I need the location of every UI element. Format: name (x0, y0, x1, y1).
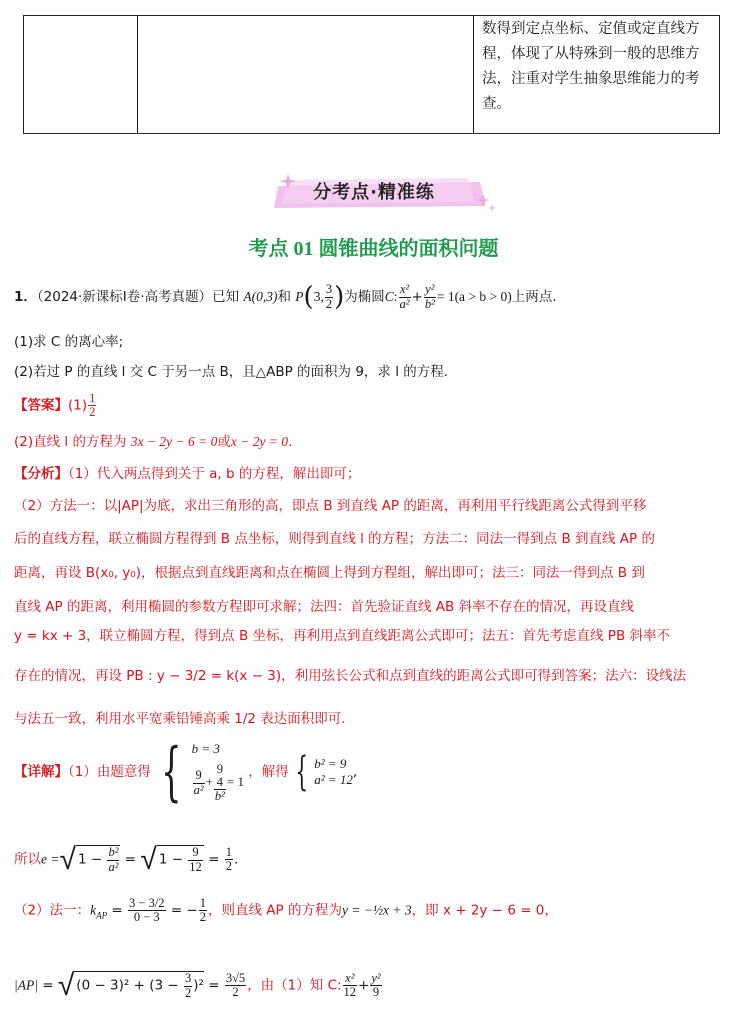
system-1-top: b = 3 (191, 740, 220, 756)
method-1-end: ，即 x + 2y − 6 = 0， (411, 902, 558, 919)
answer-label: 【答案】 (14, 397, 68, 414)
analysis-line-5: 直线 AP 的距离，利用椭圆的参数方程即可求解；法四：首先验证直线 AB 斜率不存在的情况，再设直线 (14, 599, 635, 615)
part-1: (1)求 C 的离心率; (14, 334, 124, 350)
curve-c: C (384, 289, 394, 304)
answer-line-2 (14, 430, 292, 450)
table-line-2: 程，体现了从特殊到一般的思维方 (482, 46, 700, 62)
table-line-4: 查。 (482, 96, 511, 112)
eccentricity-line: 所以e =√ 1 − $\frac{\text{b²}}{\text{a²}}$ = √ 1 − $\frac{9}{12}$ = $\frac{1}{2}$ . (14, 842, 239, 877)
system-2-top: b² = 9 (314, 756, 347, 771)
table-line-3: 法，注重对学生抽象思维能力的考 (482, 71, 700, 87)
answer-part1: (1) (68, 397, 88, 414)
method-1-mid: ，则直线 AP 的方程为 (208, 902, 342, 919)
analysis-line-3: 后的直线方程，联立椭圆方程得到 B 点坐标，则得到直线 l 的方程；方法二：同法一得到点 B 到直线 AP 的 (14, 531, 655, 547)
method-1-prefix: （2）法一： (14, 902, 91, 919)
question-1: 1．（2024·新课标Ⅰ卷·高考真题）已知 A(0,3)和 P(3, $\frac{3}{2}$ )为椭圆C: $\frac{\text{x²}}{\text{a²}}$ + $\frac{\text{y²}}{\text{b²}}$ = 1(a > b > 0)上两点. (14, 282, 557, 312)
table-cell-text (482, 17, 714, 117)
ap-value: $\frac{3√5}{2}$ (225, 970, 246, 999)
ellipse-condition: = 1(a > b > 0) (436, 289, 512, 304)
question-number: 1． (14, 289, 37, 305)
topic-title: 考点 01 圆锥曲线的面积问题 (248, 238, 499, 260)
answer-line-1: 【答案】(1) $\frac{1}{2}$ (14, 391, 96, 420)
point-p: P (295, 289, 304, 304)
ap-length-line: |AP| = √ (0 − 3)² + (3 − $\frac{3}{2}$ )² = $\frac{3√5}{2}$ ，由（1）知 C: $\frac{\text{x²}}{12}$ + $\frac{\text{y²}}{9}$ (14, 968, 381, 1003)
detail-solve: ，解得 (248, 764, 289, 780)
analysis-line-8: 与法五一致，利用水平宽乘铅锤高乘 1/2 表达面积即可. (14, 711, 346, 727)
analysis-line-6: y = kx + 3，联立椭圆方程，得到点 B 坐标，再利用点到直线距离公式即可；法五：首先考虑直线 PB 斜率不 (14, 628, 671, 644)
banner-label: 分考点·精准练 (313, 182, 435, 203)
detail-intro: （1）由题意得 (68, 764, 151, 780)
line-ap-equation: y = −½x + 3 (341, 902, 412, 918)
detail-line-1: 【详解】（1）由题意得 { b = 3 $\frac{9}{\text{a²}}$ + 9 4 b² = 1 ，解得 { b² = 9 a² = 12 , (14, 735, 358, 809)
analysis-line-4: 距离，再设 B(x₀, y₀)，根据点到直线距离和点在椭圆上得到方程组，解出即可；法三：同法一得到点 B 到 (14, 565, 645, 581)
part-2: (2)若过 P 的直线 l 交 C 于另一点 B，且△ABP 的面积为 9，求 l 的方程． (14, 364, 458, 380)
summary-table (23, 15, 720, 134)
analysis-label: 【分析】 (14, 466, 68, 482)
answer-eq2: x − 2y = 0 (230, 434, 289, 449)
q-text-b: 为椭圆 (344, 289, 385, 305)
table-line-1: 数得到定点坐标、定值或定直线方 (482, 21, 700, 37)
analysis-text: （1）代入两点得到关于 a, b 的方程，解出即可； (68, 466, 361, 482)
point-a: A(0,3) (243, 289, 278, 304)
answer-end: . (288, 434, 293, 450)
detail-label: 【详解】 (14, 764, 68, 780)
analysis-line-1 (14, 462, 360, 482)
ap-tail: ，由（1）知 C: (247, 977, 342, 994)
analysis-line-2: （2）方法一：以|AP|为底，求出三角形的高，即点 B 到直线 AP 的距离，再利用平行线距离公式得到平移 (14, 498, 647, 514)
star-icon (488, 204, 496, 212)
table-divider-2 (473, 16, 474, 133)
e-prefix: 所以 (14, 851, 41, 868)
analysis-line-7: 存在的情况，再设 PB : y − 3/2 = k(x − 3)，利用弦长公式和点到直线的距离公式即可得到答案；法六：设线法 (14, 668, 687, 684)
system-2 (314, 756, 353, 788)
answer-or: 或 (217, 434, 231, 450)
question-source: （2024·新课标Ⅰ卷·高考真题） (36, 289, 213, 305)
table-divider-1 (137, 16, 138, 133)
system-2-bottom: a² = 12 (314, 772, 353, 787)
section-banner (268, 170, 498, 216)
ap-label: |AP| (14, 977, 38, 993)
answer-part2-text: (2)直线 l 的方程为 (14, 434, 127, 450)
system-1: b = 3 $\frac{9}{\text{a²}}$ + 9 4 b² = 1 (191, 740, 244, 804)
answer-eq1: 3x − 2y − 6 = 0 (130, 434, 218, 449)
e-value: $\frac{1}{2}$ (225, 844, 232, 873)
q-and: 和 (277, 289, 291, 305)
q-text-c: 上两点. (511, 289, 557, 305)
method-1-line: （2）法一：$k_{AP}$ = $\frac{3 - 3/2}{0 - 3}$ = − $\frac{1}{2}$ ，则直线 AP 的方程为y = −½x + 3，即 x + 2y − 6 = 0， (14, 896, 558, 925)
q-text-a: 已知 (212, 289, 240, 305)
